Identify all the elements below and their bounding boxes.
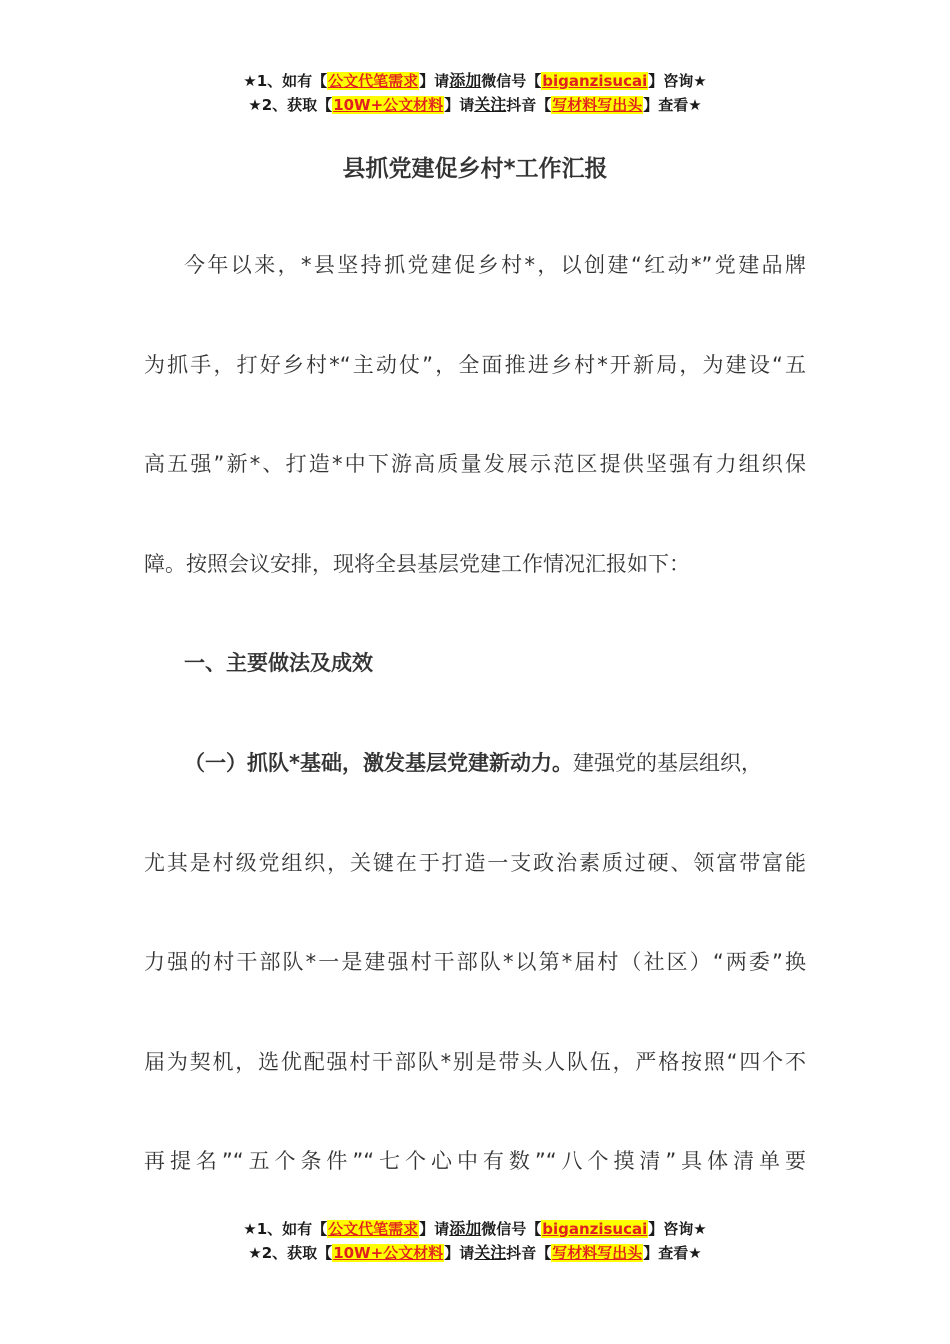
paragraph-line: 再提名”“五个条件”“七个心中有数”“八个摸清”具体清单要 [144, 1149, 806, 1174]
douyin-account: 写材料写出头 [552, 1244, 643, 1262]
banner-bottom [0, 1217, 950, 1265]
document-title: 县抓党建促乡村*工作汇报 [342, 156, 608, 182]
subsection-line: （一）抓队*基础，激发基层党建新动力。建强党的基层组织， [184, 750, 762, 775]
banner-line-1: ★1、如有【公文代笔需求】请添加微信号【biganzisucai】咨询★ [243, 71, 707, 90]
banner-line-1: ★1、如有【公文代笔需求】请添加微信号【biganzisucai】咨询★ [243, 1219, 707, 1238]
materials-highlight: 10W+公文材料 [333, 1244, 444, 1262]
section-heading: 一、主要做法及成效 [184, 651, 373, 676]
paragraph-line: 今年以来，*县坚持抓党建促乡村*，以创建“红动*”党建品牌 [184, 253, 806, 277]
paragraph-line: 尤其是村级党组织，关键在于打造一支政治素质过硬、领富带富能 [144, 850, 806, 875]
paragraph-line: 障。按照会议安排，现将全县基层党建工作情况汇报如下： [144, 551, 690, 576]
paragraph-line: 为抓手，打好乡村*“主动仗”，全面推进乡村*开新局，为建设“五 [144, 352, 806, 377]
banner-line-2: ★2、获取【10W+公文材料】请关注抖音【写材料写出头】查看★ [248, 95, 702, 114]
paragraph-line: 高五强”新*、打造*中下游高质量发展示范区提供坚强有力组织保 [144, 452, 806, 477]
paragraph-line: 力强的村干部队*一是建强村干部队*以第*届村（社区）“两委”换 [144, 950, 806, 975]
service-highlight: 公文代笔需求 [328, 1220, 419, 1238]
materials-highlight: 10W+公文材料 [333, 96, 444, 114]
wechat-id: biganzisucai [542, 1220, 648, 1238]
subsection-heading: （一）抓队*基础，激发基层党建新动力。 [184, 750, 573, 775]
paragraph-line: 届为契机，选优配强村干部队*别是带头人队伍，严格按照“四个不 [144, 1049, 806, 1074]
service-highlight: 公文代笔需求 [328, 72, 419, 90]
banner-line-2: ★2、获取【10W+公文材料】请关注抖音【写材料写出头】查看★ [248, 1243, 702, 1262]
document-body [144, 245, 806, 1241]
wechat-id: biganzisucai [542, 72, 648, 90]
banner-top [0, 69, 950, 117]
douyin-account: 写材料写出头 [552, 96, 643, 114]
